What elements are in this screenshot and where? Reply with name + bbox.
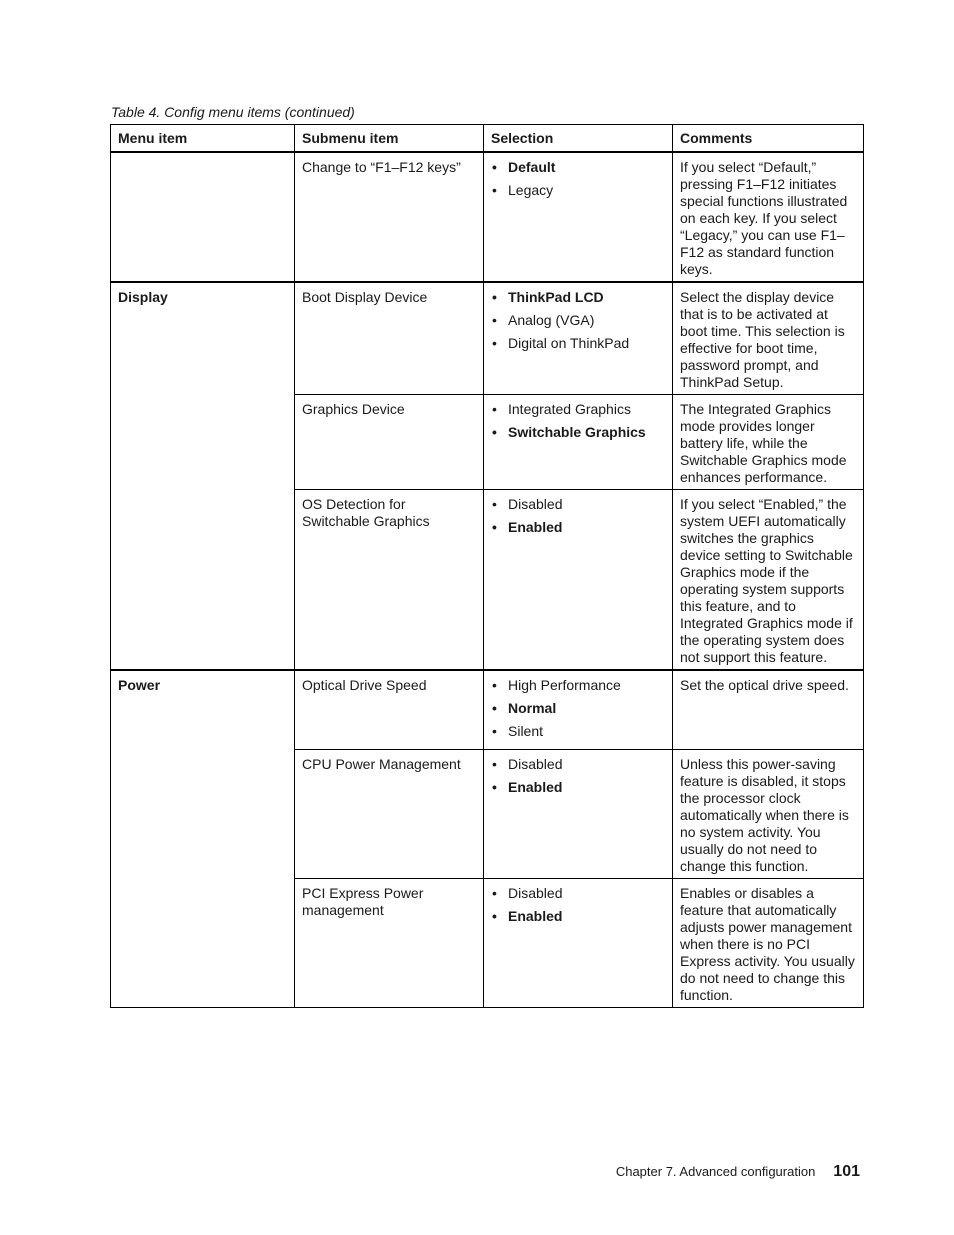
selection-list — [491, 159, 665, 199]
selection-cell — [484, 152, 673, 282]
page-number: 101 — [833, 1163, 860, 1180]
submenu-cell: Graphics Device — [295, 395, 484, 490]
comment-cell: Enables or disables a feature that automatically adjusts power management when there is no PCI Express activity. You usually do not need to change this function. — [673, 879, 864, 1008]
selection-option: • Disabled — [491, 885, 665, 902]
table-header-row — [111, 125, 864, 153]
selection-option: • Digital on ThinkPad — [491, 335, 665, 352]
selection-list — [491, 401, 665, 441]
submenu-cell: Boot Display Device — [295, 282, 484, 395]
submenu-cell: Change to “F1–F12 keys” — [295, 152, 484, 282]
selection-option-default: • Switchable Graphics — [491, 424, 665, 441]
selection-list — [491, 756, 665, 796]
config-menu-table — [110, 124, 864, 1008]
selection-list — [491, 289, 665, 352]
selection-option: • Legacy — [491, 182, 665, 199]
comment-cell: If you select “Default,” pressing F1–F12 initiates special functions illustrated on each key. If you select “Legacy,” you can use F1–F12 as standard function keys. — [673, 152, 864, 282]
selection-option-default: • Enabled — [491, 779, 665, 796]
chapter-title: Chapter 7. Advanced configuration — [615, 1164, 816, 1179]
selection-list — [491, 496, 665, 536]
selection-option-default: • ThinkPad LCD — [491, 289, 665, 306]
selection-cell — [484, 670, 673, 750]
comment-cell: Set the optical drive speed. — [673, 670, 864, 750]
selection-option: • Silent — [491, 723, 665, 740]
submenu-cell: OS Detection for Switchable Graphics — [295, 490, 484, 671]
selection-option: • Analog (VGA) — [491, 312, 665, 329]
table-row — [111, 152, 864, 282]
menu-cell — [111, 152, 295, 282]
table-row — [111, 670, 864, 750]
group-continued — [111, 152, 864, 282]
submenu-cell: PCI Express Power management — [295, 879, 484, 1008]
table-caption: Table 4. Config menu items (continued) — [111, 104, 355, 120]
selection-cell — [484, 750, 673, 879]
comment-cell: The Integrated Graphics mode provides longer battery life, while the Switchable Graphics mode enhances performance. — [673, 395, 864, 490]
selection-option: • Disabled — [491, 756, 665, 773]
table-row — [111, 282, 864, 395]
header-menu-item: Menu item — [111, 125, 295, 153]
selection-cell — [484, 490, 673, 671]
selection-option-default: • Enabled — [491, 519, 665, 536]
selection-list — [491, 677, 665, 740]
comment-cell: If you select “Enabled,” the system UEFI automatically switches the graphics device setting to Switchable Graphics mode if the operating system supports this feature, and to Integrated Graphics mode if the operating system does not support this feature. — [673, 490, 864, 671]
selection-cell — [484, 282, 673, 395]
selection-option-default: • Normal — [491, 700, 665, 717]
comment-cell: Select the display device that is to be activated at boot time. This selection is effective for boot time, password prompt, and ThinkPad Setup. — [673, 282, 864, 395]
header-comments: Comments — [673, 125, 864, 153]
page-footer — [616, 1163, 860, 1181]
selection-cell — [484, 879, 673, 1008]
selection-option: • High Performance — [491, 677, 665, 694]
selection-option-default: • Enabled — [491, 908, 665, 925]
selection-list — [491, 885, 665, 925]
group-display — [111, 282, 864, 670]
selection-option: • Integrated Graphics — [491, 401, 665, 418]
selection-option: • Disabled — [491, 496, 665, 513]
header-selection: Selection — [484, 125, 673, 153]
menu-cell-power: Power — [111, 670, 295, 1008]
menu-cell-display: Display — [111, 282, 295, 670]
header-submenu-item: Submenu item — [295, 125, 484, 153]
submenu-cell: CPU Power Management — [295, 750, 484, 879]
selection-cell — [484, 395, 673, 490]
comment-cell: Unless this power-saving feature is disabled, it stops the processor clock automatically when there is no system activity. You usually do not need to change this function. — [673, 750, 864, 879]
selection-option-default: • Default — [491, 159, 665, 176]
group-power — [111, 670, 864, 1008]
submenu-cell: Optical Drive Speed — [295, 670, 484, 750]
